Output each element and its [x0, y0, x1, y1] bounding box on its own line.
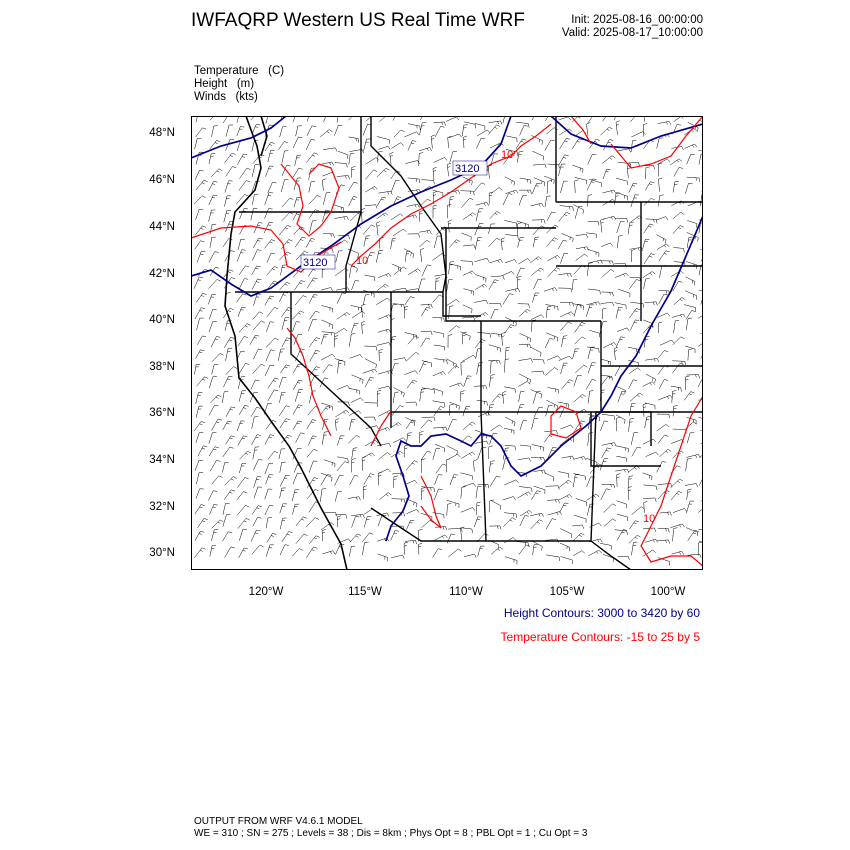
- temperature-contour-legend: Temperature Contours: -15 to 25 by 5: [500, 630, 700, 644]
- lat-label-38: 38°N: [149, 361, 175, 373]
- lat-label-34: 34°N: [149, 454, 175, 466]
- lon-label-115: 115°W: [348, 586, 382, 598]
- field-height-label: Height (m): [194, 78, 255, 90]
- temperature-contour-label: 10: [356, 255, 369, 267]
- model-info-line1: OUTPUT FROM WRF V4.6.1 MODEL: [194, 816, 363, 827]
- lat-label-48: 48°N: [149, 127, 175, 139]
- lon-label-120: 120°W: [248, 586, 284, 598]
- lon-label-100: 100°W: [650, 586, 686, 598]
- map-plot: [191, 116, 703, 570]
- lat-label-30: 30°N: [149, 547, 175, 559]
- height-contour-legend: Height Contours: 3000 to 3420 by 60: [503, 606, 700, 620]
- lat-label-42: 42°N: [149, 268, 175, 280]
- height-contour-label: 3120: [455, 163, 480, 175]
- lon-label-105: 105°W: [549, 586, 585, 598]
- lat-label-40: 40°N: [149, 314, 175, 326]
- lat-label-46: 46°N: [149, 174, 175, 186]
- lat-label-36: 36°N: [149, 407, 175, 419]
- lat-label-44: 44°N: [149, 221, 175, 233]
- valid-time: Valid: 2025-08-17_10:00:00: [561, 27, 703, 39]
- temperature-contour-label: 10: [501, 149, 514, 161]
- map-title: IWFAQRP Western US Real Time WRF: [191, 10, 525, 31]
- field-temperature-label: Temperature (C): [194, 65, 285, 77]
- height-contour-label: 3120: [303, 257, 328, 269]
- lon-label-110: 110°W: [449, 586, 483, 598]
- init-time: Init: 2025-08-16_00:00:00: [571, 14, 703, 26]
- temperature-contour-label: 10: [643, 513, 656, 525]
- model-info-line2: WE = 310 ; SN = 275 ; Levels = 38 ; Dis = 8km ; Phys Opt = 8 ; PBL Opt = 1 ; Cu Opt = 3: [194, 828, 588, 839]
- lat-label-32: 32°N: [149, 501, 175, 513]
- field-winds-label: Winds (kts): [194, 91, 258, 103]
